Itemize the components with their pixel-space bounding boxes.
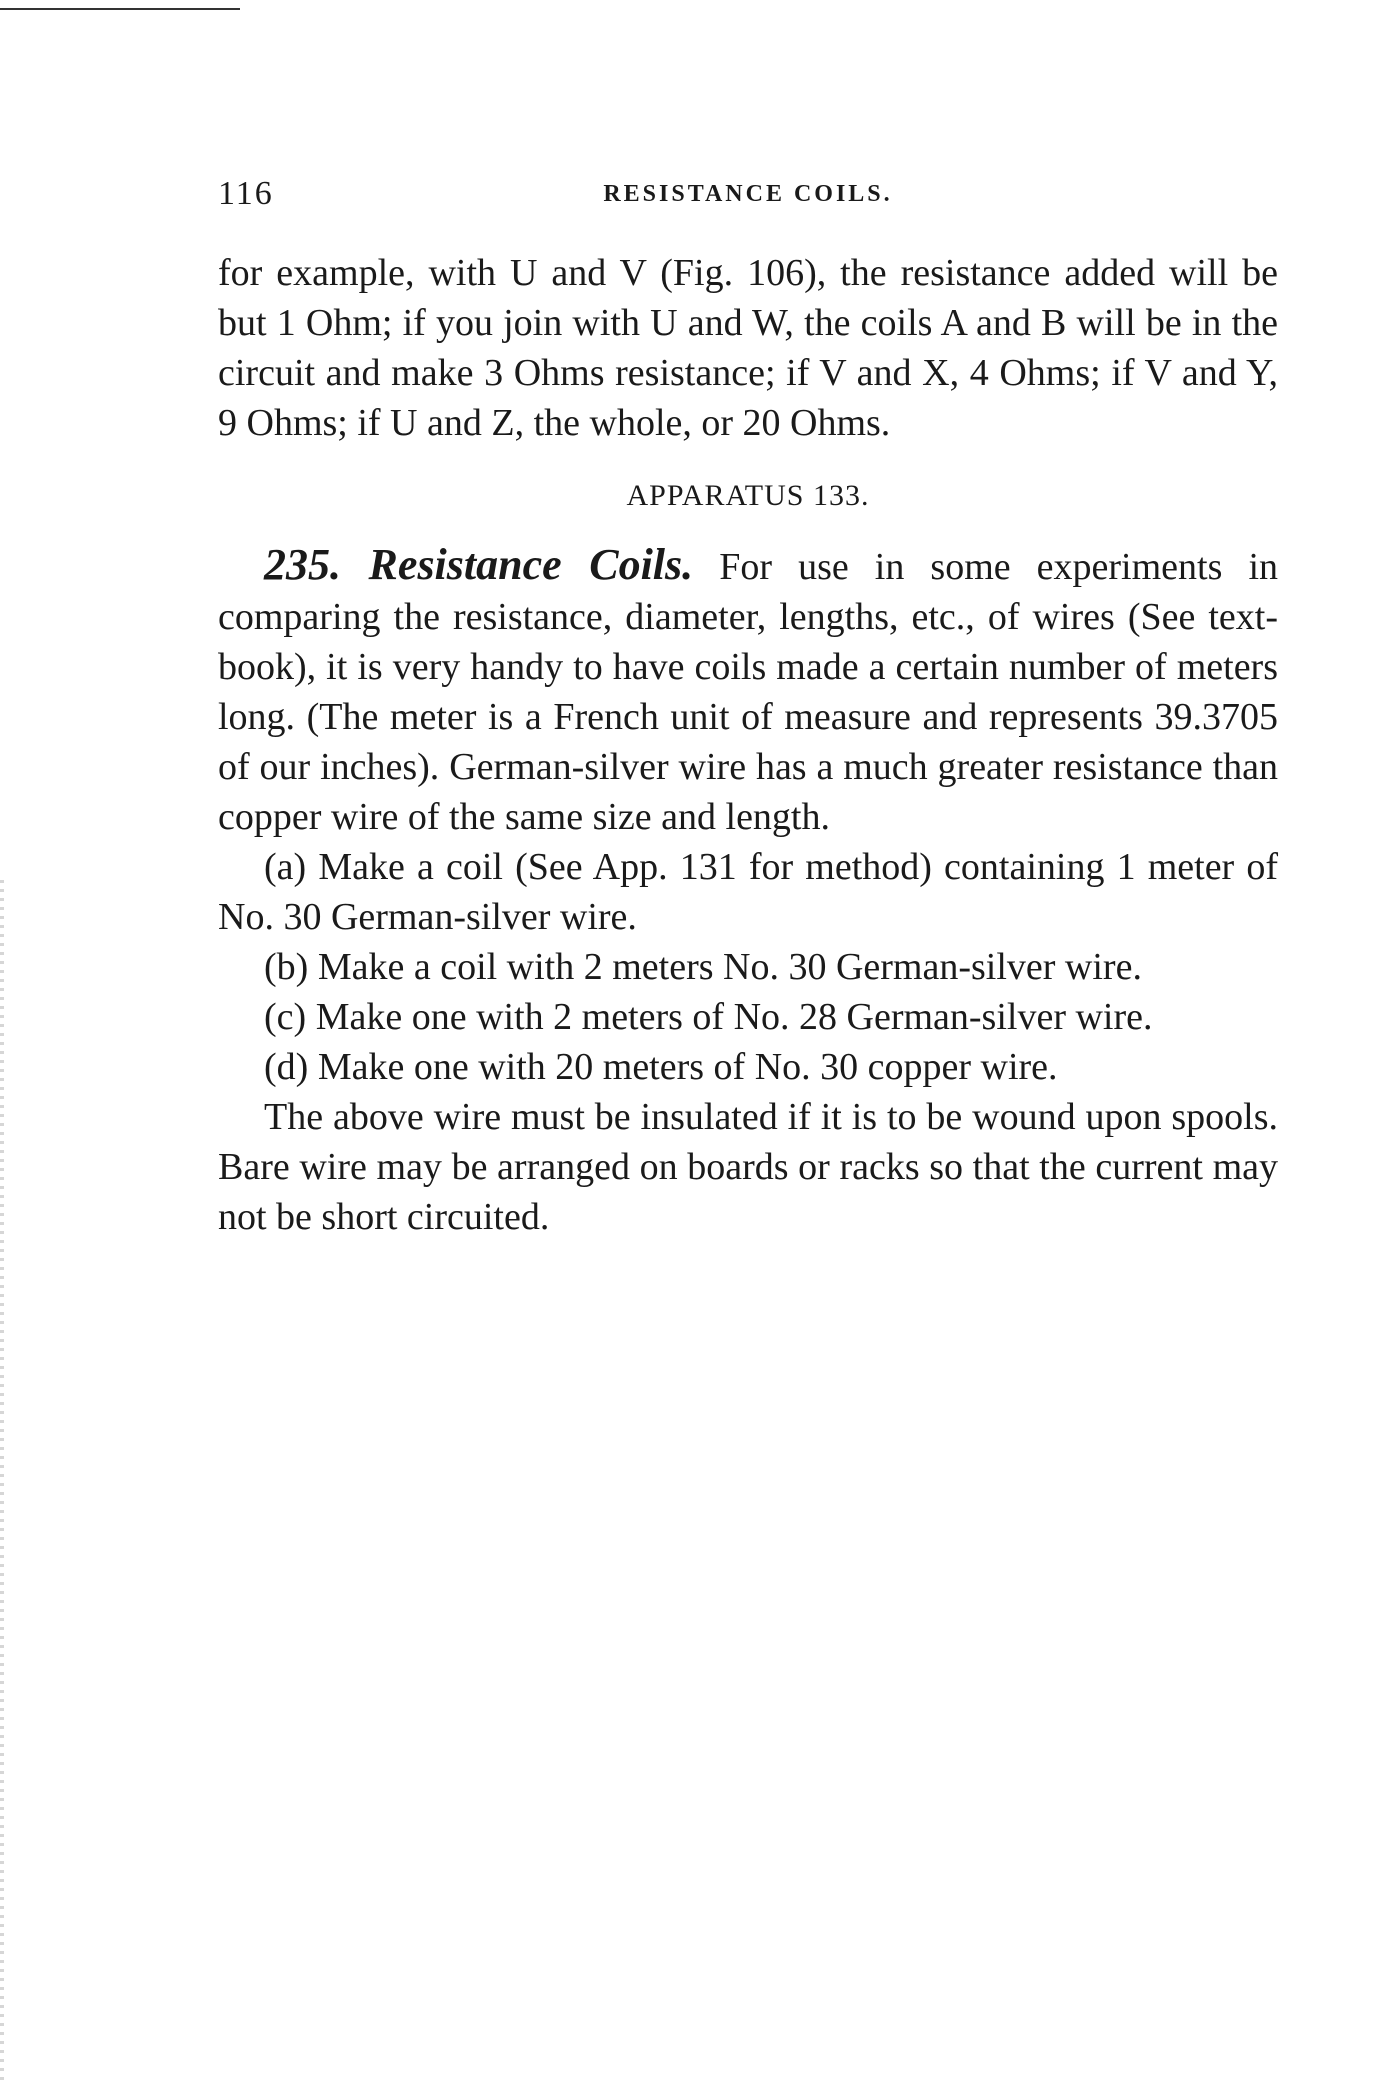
page-body [218, 248, 1278, 1242]
section-title: 235. Resistance Coils. [264, 540, 694, 589]
list-item-b [218, 942, 1278, 992]
closing-paragraph: The above wire must be insulated if it is to be wound upon spools. Bare wire may be arranged on boards or racks so that the current may not be short circuited. [218, 1096, 1278, 1238]
list-item-d [218, 1042, 1278, 1092]
list-item-c [218, 992, 1278, 1042]
item-text: Make a coil (See App. 131 for method) containing 1 meter of No. 30 German-silver wire. [218, 846, 1279, 938]
item-text: Make one with 20 meters of No. 30 copper wire. [317, 1046, 1058, 1088]
page-number: 116 [218, 175, 274, 212]
continuation-paragraph: for example, with U and V (Fig. 106), the resistance added will be but 1 Ohm; if you join with U and W, the coils A and B will be in the circuit and make 3 Ohms resistance; if V and X, 4 Ohms; if V and Y, 9 Ohms; if U and Z, the whole, or 20 Ohms. [218, 252, 1278, 444]
section-paragraph [218, 540, 1278, 842]
item-text: Make a coil with 2 meters No. 30 German-silver wire. [317, 946, 1142, 988]
section-intro: For use in some experiments in comparing the resistance, diameter, lengths, etc., of wires (See text-book), it is very handy to have coils made a certain number of meters long. (The meter is a French unit of measure and represents 39.3705 of our inches). German-silver wire has a much greater resistance than copper wire of the same size and length. [218, 546, 1279, 838]
item-label: (a) [264, 846, 307, 888]
apparatus-heading: APPARATUS 133. [626, 479, 870, 512]
item-label: (c) [264, 996, 307, 1038]
item-label: (d) [264, 1046, 309, 1088]
item-label: (b) [264, 946, 309, 988]
running-head [218, 175, 1278, 219]
running-title: RESISTANCE COILS. [603, 181, 893, 207]
scan-edge-rule [0, 8, 240, 10]
scan-binding-edge [0, 880, 4, 2080]
list-item-a [218, 842, 1278, 942]
item-text: Make one with 2 meters of No. 28 German-silver wire. [315, 996, 1153, 1038]
